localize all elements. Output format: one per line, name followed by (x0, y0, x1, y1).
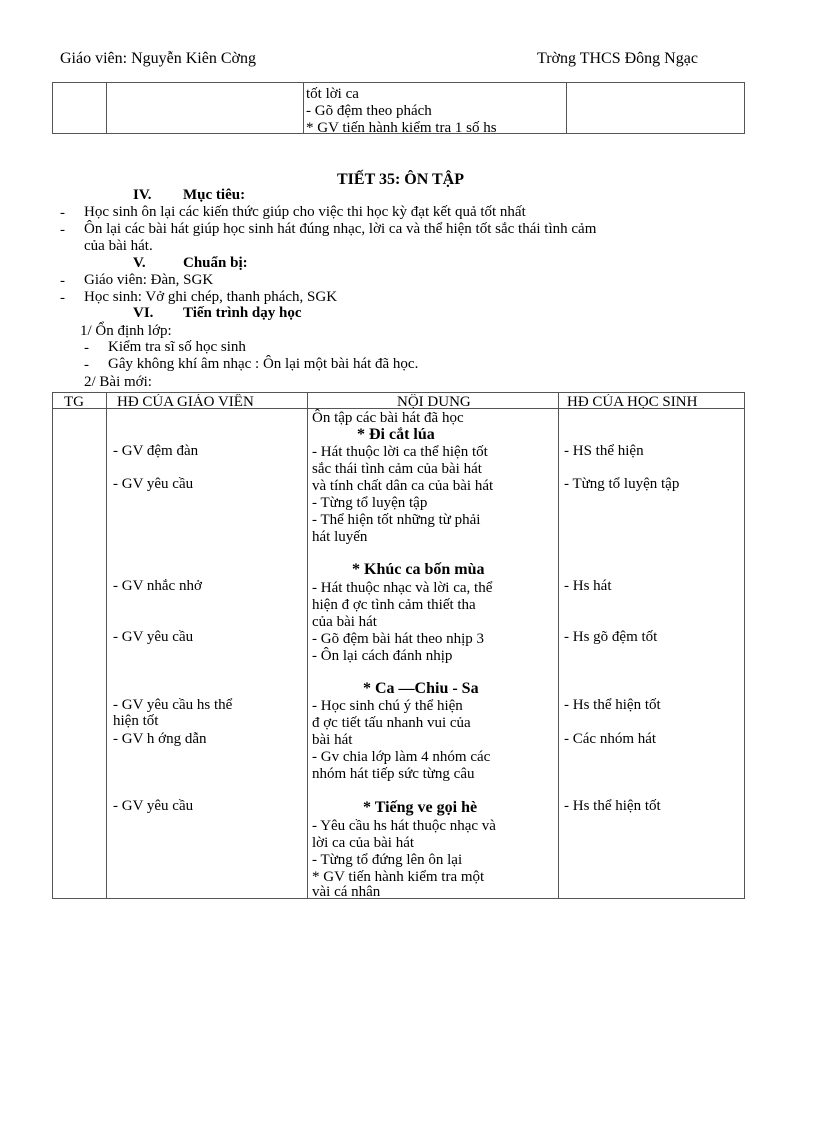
list-item: của bài hát. (84, 238, 153, 254)
content-line: sắc thái tình cảm của bài hát (312, 461, 482, 477)
teacher-activity: - GV nhắc nhở (113, 578, 202, 594)
content-line: - Thể hiện tốt những từ phải (312, 512, 481, 528)
lesson-title: TIẾT 35: ÔN TẬP (337, 171, 464, 188)
song-title: * Đi cắt lúa (357, 426, 435, 443)
teacher-activity: - GV yêu cầu (113, 476, 194, 492)
content-line: và tính chất dân ca của bài hát (312, 478, 494, 494)
content-line: * GV tiến hành kiểm tra một (312, 869, 485, 885)
paragraph: 1/ Ổn định lớp: (80, 323, 172, 339)
list-item: Kiểm tra sĩ số học sinh (108, 339, 246, 355)
table-header-teacher: HĐ CỦA GIÁO VIÊN (117, 394, 254, 408)
table-header-tg: TG (64, 394, 84, 408)
prev-line: - Gõ đệm theo phách (306, 103, 432, 119)
content-line: lời ca của bài hát (312, 835, 415, 851)
bullet: - (84, 357, 89, 373)
student-activity: - Hs thể hiện tốt (564, 798, 661, 814)
content-line: bài hát (312, 732, 353, 748)
bullet: - (60, 290, 65, 306)
content-line: vài cá nhân (312, 884, 381, 898)
table-intro: Ôn tập các bài hát đã học (312, 410, 464, 426)
teacher-activity: hiện tốt (113, 713, 159, 729)
teacher-activity: - GV h ớng dẫn (113, 731, 207, 747)
header-teacher: Giáo viên: Nguyễn Kiên Cờng (60, 50, 256, 67)
section-number: V. (133, 255, 146, 271)
section-number: IV. (133, 187, 152, 203)
song-title: * Khúc ca bốn mùa (352, 561, 485, 578)
content-line: - Yêu cầu hs hát thuộc nhạc và (312, 818, 496, 834)
section-title: Mục tiêu: (183, 187, 246, 203)
content-line: hát luyến (312, 529, 368, 545)
bullet: - (60, 205, 65, 221)
teacher-activity: - GV yêu cầu (113, 798, 194, 814)
bullet: - (60, 222, 65, 238)
list-item: Gây không khí âm nhạc : Ôn lại một bài hát đã học. (108, 356, 419, 372)
paragraph: 2/ Bài mới: (84, 374, 152, 390)
bullet: - (60, 273, 65, 289)
content-line: hiện đ ợc tình cảm thiết tha (312, 597, 476, 613)
student-activity: - Các nhóm hát (564, 731, 657, 747)
student-activity: - HS thể hiện (564, 443, 644, 459)
content-line: nhóm hát tiếp sức từng câu (312, 766, 475, 782)
content-line: - Từng tổ luyện tập (312, 495, 428, 511)
teacher-activity: - GV yêu cầu (113, 629, 194, 645)
prev-line: * GV tiến hành kiểm tra 1 số hs (306, 120, 497, 133)
content-line: - Gv chia lớp làm 4 nhóm các (312, 749, 491, 765)
content-line: - Gõ đệm bài hát theo nhịp 3 (312, 631, 485, 647)
list-item: Học sinh ôn lại các kiến thức giúp cho việc thi học kỳ đạt kết quả tốt nhất (84, 204, 526, 220)
list-item: Ôn lại các bài hát giúp học sinh hát đúng nhạc, lời ca và thể hiện tốt sắc thái tình cảm (84, 221, 597, 237)
list-item: Giáo viên: Đàn, SGK (84, 272, 214, 288)
section-number: VI. (133, 305, 154, 321)
student-activity: - Từng tổ luyện tập (564, 476, 680, 492)
content-line: - Hát thuộc lời ca thể hiện tốt (312, 444, 488, 460)
header-school: Trờng THCS Đông Ngạc (537, 50, 698, 67)
content-line: của bài hát (312, 614, 377, 630)
song-title: * Tiếng ve gọi hè (363, 799, 478, 816)
teacher-activity: - GV đệm đàn (113, 443, 199, 459)
table-header-student: HĐ CỦA HỌC SINH (567, 394, 698, 408)
content-line: đ ợc tiết tấu nhanh vui của (312, 715, 471, 731)
table-header-content: NỘI DUNG (397, 394, 471, 408)
student-activity: - Hs hát (564, 578, 612, 594)
prev-line: tốt lời ca (306, 86, 359, 102)
content-line: - Ôn lại cách đánh nhịp (312, 648, 453, 664)
teacher-activity: - GV yêu cầu hs thể (113, 697, 233, 713)
list-item: Học sinh: Vở ghi chép, thanh phách, SGK (84, 289, 338, 305)
bullet: - (84, 340, 89, 356)
song-title: * Ca —Chiu - Sa (363, 680, 479, 697)
student-activity: - Hs thể hiện tốt (564, 697, 661, 713)
content-line: - Từng tổ đứng lên ôn lại (312, 852, 463, 868)
content-line: - Hát thuộc nhạc và lời ca, thể (312, 580, 493, 596)
section-title: Tiến trình dạy học (183, 305, 302, 321)
content-line: - Học sinh chú ý thể hiện (312, 698, 463, 714)
section-title: Chuẩn bị: (183, 255, 248, 271)
student-activity: - Hs gõ đệm tốt (564, 629, 658, 645)
